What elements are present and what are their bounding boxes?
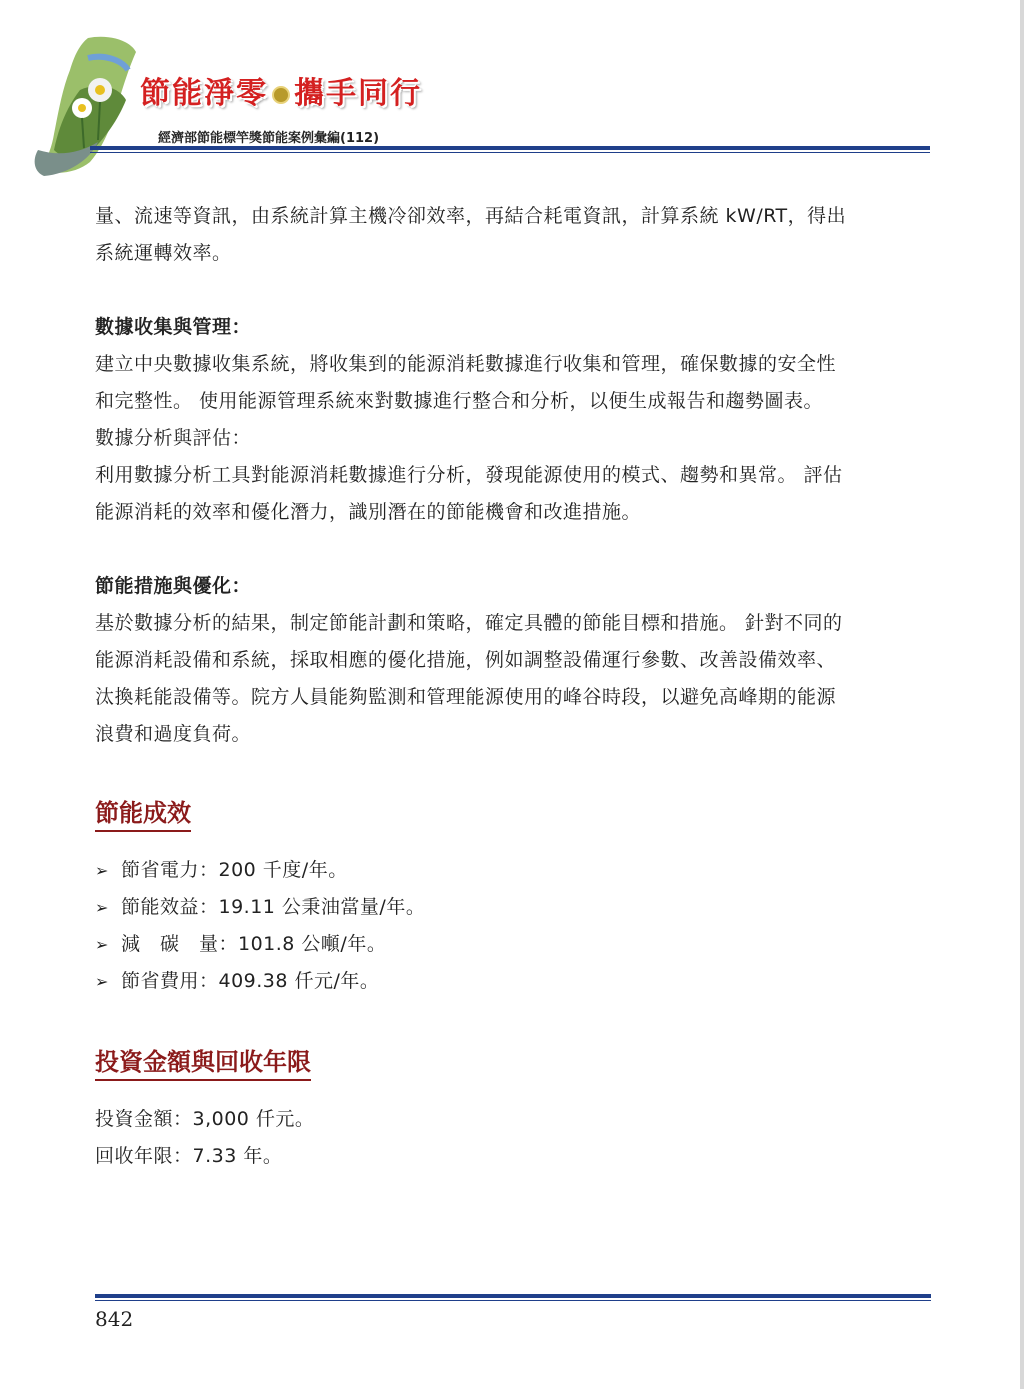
results-list bbox=[95, 852, 935, 1000]
brand-right: 攜手同行 bbox=[294, 76, 422, 111]
investment-title: 投資金額與回收年限 bbox=[95, 1042, 311, 1081]
arrow-bullet-icon: ➢ bbox=[95, 861, 109, 880]
brand-title bbox=[140, 68, 422, 112]
measures-line: 浪費和過度負荷。 bbox=[95, 723, 252, 745]
arrow-bullet-icon: ➢ bbox=[95, 935, 109, 954]
measures-heading: 節能措施與優化： bbox=[95, 575, 252, 597]
list-item: ➢ 節省費用：409.38 仟元/年。 bbox=[95, 963, 935, 1000]
list-item: ➢ 節能效益：19.11 公秉油當量/年。 bbox=[95, 889, 935, 926]
intro-line: 系統運轉效率。 bbox=[95, 242, 232, 264]
data-mgmt-line: 和完整性。 使用能源管理系統來對數據進行整合和分析，以便生成報告和趨勢圖表。 bbox=[95, 390, 824, 412]
data-mgmt-line: 利用數據分析工具對能源消耗數據進行分析，發現能源使用的模式、趨勢和異常。 評估 bbox=[95, 464, 843, 486]
footer-rule-thin bbox=[95, 1300, 931, 1301]
data-mgmt-heading: 數據收集與管理： bbox=[95, 316, 252, 338]
header-rule-thin bbox=[90, 152, 930, 153]
header-rule bbox=[90, 146, 930, 150]
taiwan-island-logo-icon bbox=[18, 30, 148, 180]
measures-line: 汰換耗能設備等。院方人員能夠監測和管理能源使用的峰谷時段，以避免高峰期的能源 bbox=[95, 686, 837, 708]
data-mgmt-line: 建立中央數據收集系統，將收集到的能源消耗數據進行收集和管理，確保數據的安全性 bbox=[95, 353, 837, 375]
measures-line: 能源消耗設備和系統，採取相應的優化措施，例如調整設備運行參數、改善設備效率、 bbox=[95, 649, 837, 671]
page-header bbox=[0, 0, 1024, 190]
intro-line: 量、流速等資訊，由系統計算主機冷卻效率，再結合耗電資訊，計算系統 kW/RT，得出 bbox=[95, 205, 847, 227]
data-mgmt-line: 能源消耗的效率和優化潛力，識別潛在的節能機會和改進措施。 bbox=[95, 501, 642, 523]
arrow-bullet-icon: ➢ bbox=[95, 972, 109, 991]
measures-line: 基於數據分析的結果，制定節能計劃和策略，確定具體的節能目標和措施。 針對不同的 bbox=[95, 612, 843, 634]
header-subtitle: 經濟部節能標竿獎節能案例彙編(112) bbox=[158, 131, 380, 146]
brand-dot-icon bbox=[272, 86, 290, 104]
page-edge bbox=[1020, 0, 1024, 1389]
investment-amount: 投資金額：3,000 仟元。 bbox=[95, 1108, 315, 1130]
results-title: 節能成效 bbox=[95, 793, 191, 832]
footer-rule bbox=[95, 1294, 931, 1298]
page-number: 842 bbox=[95, 1307, 134, 1331]
payback-period: 回收年限：7.33 年。 bbox=[95, 1145, 283, 1167]
page-content bbox=[95, 198, 935, 1175]
arrow-bullet-icon: ➢ bbox=[95, 898, 109, 917]
brand-left: 節能淨零 bbox=[140, 76, 268, 111]
list-item: ➢ 節省電力：200 千度/年。 bbox=[95, 852, 935, 889]
data-analysis-heading: 數據分析與評估： bbox=[95, 427, 252, 449]
list-item: ➢ 減 碳 量：101.8 公噸/年。 bbox=[95, 926, 935, 963]
